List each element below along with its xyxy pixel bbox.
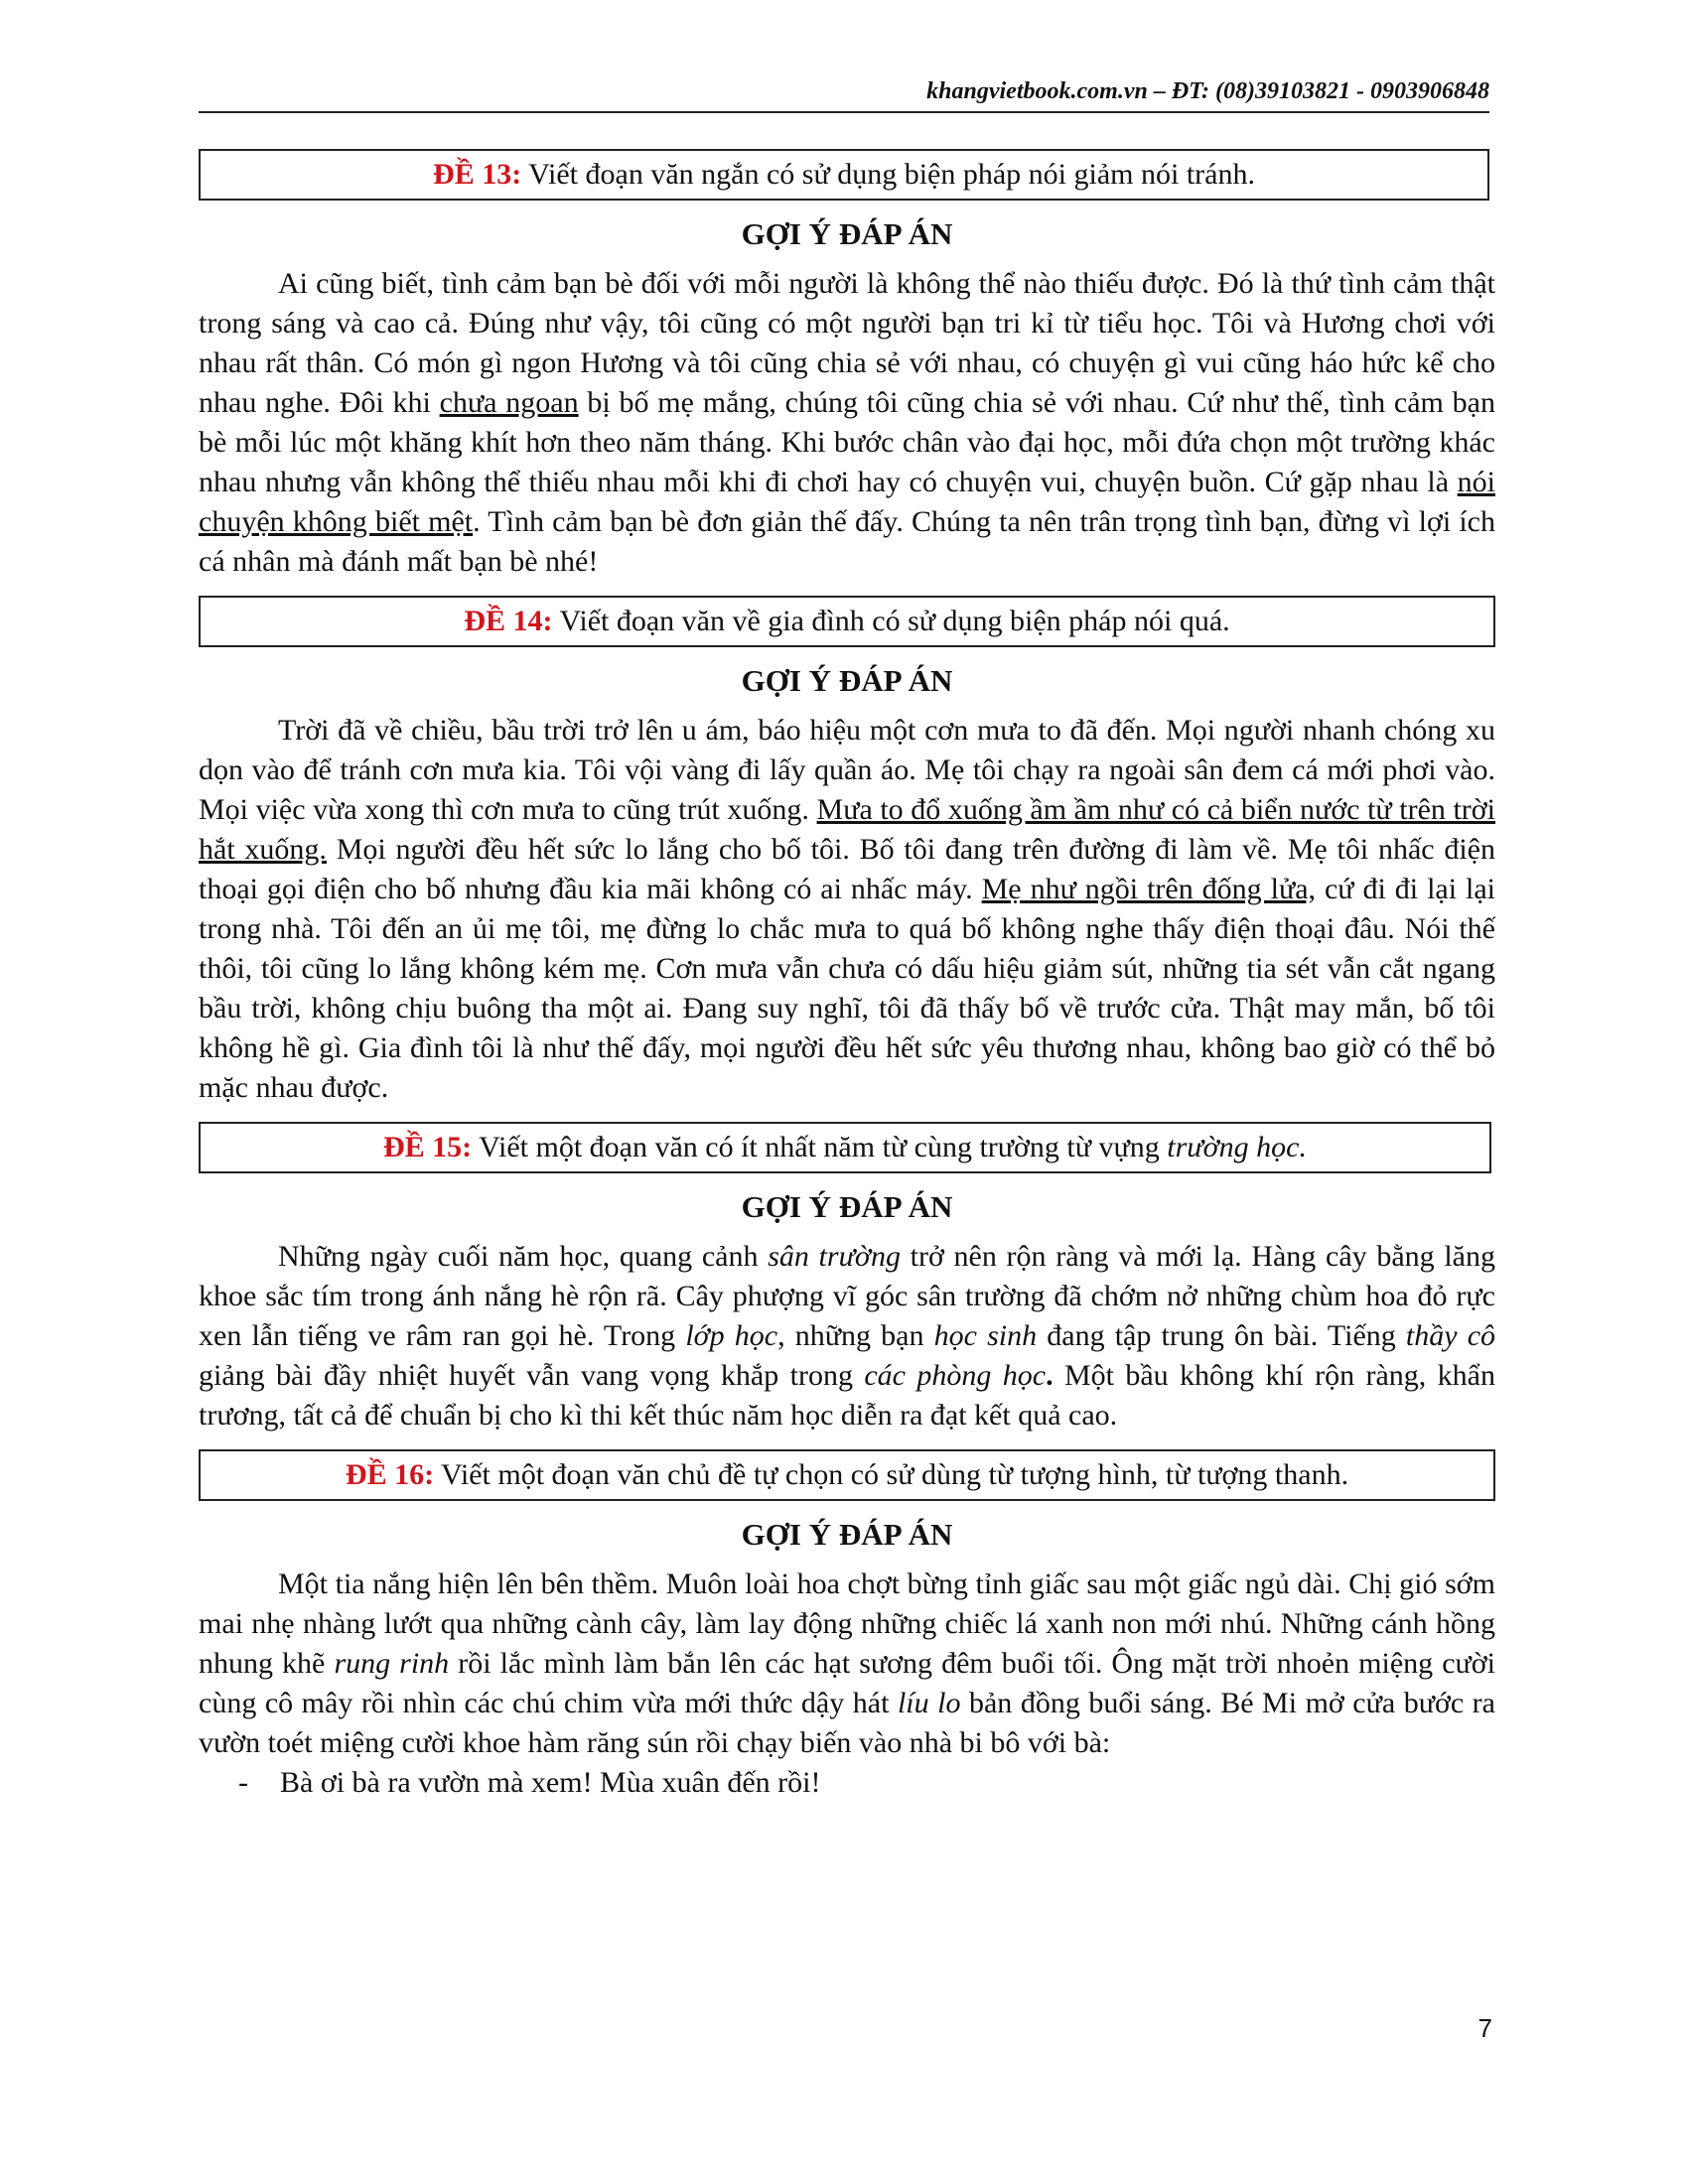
answer-heading: GỢI Ý ĐÁP ÁN <box>741 1517 953 1552</box>
task-box-15 <box>199 1122 1491 1173</box>
text-run: . <box>1046 1359 1054 1392</box>
text-run: . Tình cảm bạn bè đơn giản thế đấy. Chúng ta nên trân trọng tình bạn, đừng vì lợi ích cá nhân mà đánh mất bạn bè nhé! <box>199 505 1495 578</box>
underlined-phrase: Mẹ như ngồi trên đống lửa, <box>981 873 1317 905</box>
italic-term: líu lo <box>897 1687 961 1719</box>
text-run: Mọi người đều hết sức lo lắng cho bố tôi. Bố tôi đang trên đường đi làm về. Mẹ tôi nhấc điện thoại gọi điện cho bố nhưng đầu kia mãi không có ai nhấc máy. <box>199 833 1495 905</box>
answer-heading: GỢI Ý ĐÁP ÁN <box>741 1189 953 1224</box>
underlined-phrase: chưa ngoan <box>439 386 579 419</box>
page-number: 7 <box>1477 2013 1492 2043</box>
text-run: Ai cũng biết, tình cảm bạn bè đối với mỗi người là không thể nào thiếu được. Đó là thứ tình cảm thật trong sáng và cao cả. Đúng như vậy, tôi cũng có một người bạn tri kỉ từ tiểu học. Tôi và Hương chơi với nhau rất thân. Có món gì ngon Hương và tôi cũng chia sẻ với nhau, có chuyện gì vui cũng háo hức kể cho nhau nghe. Đôi khi <box>199 267 1495 419</box>
text-run: Trời đã về chiều, bầu trời trở lên u ám, báo hiệu một cơn mưa to đã đến. Mọi người nhanh chóng xu dọn vào để tránh cơn mưa kia. Tôi vội vàng đi lấy quần áo. Mẹ tôi chạy ra ngoài sân đem cá mới phơi vào. Mọi việc vừa xong thì cơn mưa to cũng trút xuống. <box>199 714 1495 826</box>
task-label: ĐỀ 16: <box>345 1458 435 1491</box>
dash-mark: - <box>238 1766 248 1799</box>
text-run: cứ đi đi lại lại trong nhà. Tôi đến an ủi mẹ tôi, mẹ đừng lo chắc mưa to quá bố không nghe thấy điện thoại đâu. Nói thế thôi, tôi cũng lo lắng không kém mẹ. Cơn mưa vẫn chưa có dấu hiệu giảm sút, những tia sét vẫn cắt ngang bầu trời, không chịu buông tha một ai. Đang suy nghĩ, tôi đã thấy bố về trước cửa. Thật may mắn, bố tôi không hề gì. Gia đình tôi là như thế đấy, mọi người đều hết sức yêu thương nhau, không bao giờ có thể bỏ mặc nhau được. <box>199 873 1496 1104</box>
text-run: Một bầu không khí rộn ràng, khẩn trương, tất cả để chuẩn bị cho kì thi kết thúc năm học diễn ra đạt kết quả cao. <box>199 1359 1495 1432</box>
task-text: Viết đoạn văn ngắn có sử dụng biện pháp nói giảm nói tránh. <box>521 158 1255 191</box>
task-text: Viết một đoạn văn có ít nhất năm từ cùng trường từ vựng <box>472 1131 1168 1163</box>
text-run: rồi lắc mình làm bắn lên các hạt sương đêm buổi tối. Ông mặt trời nhoẻn miệng cười cùng cô mây rồi nhìn các chú chim vừa mới thức dậy hát <box>199 1647 1495 1719</box>
text-run: trở nên rộn ràng và mới lạ. Hàng cây bằng lăng khoe sắc tím trong ánh nắng hè rộn rã. Cây phượng vĩ góc sân trường đã chớm nở những chùm hoa đỏ rực xen lẫn tiếng ve râm ran gọi hè. Trong <box>199 1240 1495 1352</box>
task-box-13 <box>199 149 1489 201</box>
italic-term: học sinh <box>933 1319 1038 1352</box>
answer-paragraph-13 <box>199 264 1495 582</box>
task-text: Viết đoạn văn về gia đình có sử dụng biện pháp nói quá. <box>552 605 1230 637</box>
dialogue-text: Bà ơi bà ra vườn mà xem! Mùa xuân đến rồi! <box>280 1766 821 1799</box>
text-run: bị bố mẹ mắng, chúng tôi cũng chia sẻ với nhau. Cứ như thế, tình cảm bạn bè mỗi lúc một khăng khít hơn theo năm tháng. Khi bước chân vào đại học, mỗi đứa chọn một trường khác nhau nhưng vẫn không thể thiếu nhau mỗi khi đi chơi hay có chuyện vui, chuyện buồn. Cứ gặp nhau là <box>199 386 1495 498</box>
italic-term: sân trường <box>768 1240 901 1273</box>
italic-term: thầy cô <box>1405 1319 1496 1352</box>
answer-paragraph-14 <box>199 711 1495 1108</box>
underlined-phrase: Mưa to đổ xuống ầm ầm như có cả biển nước từ trên trời hắt xuống. <box>199 793 1495 866</box>
text-run: bản đồng buổi sáng. Bé Mi mở cửa bước ra vườn toét miệng cười khoe hàm răng sún rồi chạy biến vào nhà bi bô với bà: <box>199 1687 1495 1759</box>
task-label: ĐỀ 13: <box>433 158 522 191</box>
underlined-phrase: nói chuyện không biết mệt <box>199 466 1495 538</box>
answer-paragraph-15 <box>199 1237 1495 1435</box>
dialogue-line <box>199 1763 1495 1803</box>
page-header: khangvietbook.com.vn – ĐT: (08)39103821 - 0903906848 <box>199 71 1489 113</box>
answer-heading: GỢI Ý ĐÁP ÁN <box>741 216 953 251</box>
task-box-16 <box>199 1449 1495 1501</box>
task-box-14 <box>199 596 1495 647</box>
text-run: Một tia nắng hiện lên bên thềm. Muôn loài hoa chợt bừng tỉnh giấc sau một giấc ngủ dài. Chị gió sớm mai nhẹ nhàng lướt qua những cành cây, làm lay động những chiếc lá xanh non mới nhú. Những cánh hồng nhung khẽ <box>199 1568 1495 1680</box>
italic-term: các phòng học <box>864 1359 1047 1392</box>
italic-term: lớp học <box>685 1319 778 1352</box>
task-text: Viết một đoạn văn chủ đề tự chọn có sử dùng từ tượng hình, từ tượng thanh. <box>434 1458 1349 1491</box>
text-run: , những bạn <box>777 1319 934 1352</box>
page-content <box>199 149 1495 1803</box>
italic-term: rung rinh <box>334 1647 450 1680</box>
answer-paragraph-16 <box>199 1565 1495 1763</box>
text-run: đang tập trung ôn bài. Tiếng <box>1037 1319 1406 1352</box>
text-run: Những ngày cuối năm học, quang cảnh <box>278 1240 769 1273</box>
task-text-italic: trường học. <box>1167 1131 1307 1163</box>
task-label: ĐỀ 14: <box>464 605 553 637</box>
text-run: giảng bài đầy nhiệt huyết vẫn vang vọng khắp trong <box>199 1359 865 1392</box>
answer-heading: GỢI Ý ĐÁP ÁN <box>741 663 953 698</box>
task-label: ĐỀ 15: <box>383 1131 473 1163</box>
